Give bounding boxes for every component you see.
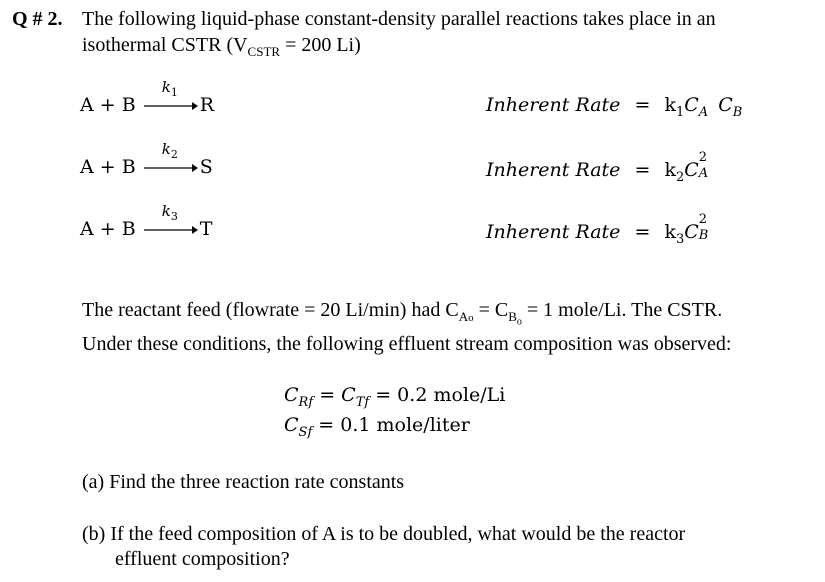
reaction-3 (80, 202, 213, 240)
part-b-line-2: effluent composition? (115, 548, 290, 570)
question-number: Q # 2. (12, 8, 63, 30)
feed-line-1: The reactant feed (flowrate = 20 Li/min) had $C_{Ao} = C_{B_o} = 1$ mole/Li. The CSTR. (82, 299, 723, 328)
rate-3: Inherent Rate = $k_3C$ 2 B (486, 212, 709, 247)
volume-subscript: CSTR (247, 44, 281, 59)
right-arrow-icon (144, 220, 198, 240)
reaction-1-product: R (199, 94, 215, 116)
rate-1-label: Inherent Rate (486, 94, 621, 116)
reaction-3-reactants: A + B (80, 218, 136, 240)
reaction-2-k: $k_2$ (161, 140, 178, 161)
reaction-1 (80, 78, 215, 116)
reaction-1-reactants: A + B (80, 94, 136, 116)
effluent-line-2: $C_{Sf} = 0.1$ mole/liter (284, 414, 470, 440)
cb0-subscript: Bo (508, 309, 522, 328)
reaction-3-k: $k_3$ (161, 202, 178, 223)
reaction-3-product: T (199, 218, 213, 240)
reaction-2-reactants: A + B (80, 156, 136, 178)
reaction-2-arrow (144, 140, 198, 178)
reaction-2-product: S (199, 156, 213, 178)
rate-1: Inherent Rate = $k_1C_A$ $C_B$ (486, 94, 743, 120)
reaction-2 (80, 140, 213, 178)
ca0-subscript: Ao (458, 309, 474, 324)
rate-2: Inherent Rate = $k_2C$ 2 A (486, 150, 709, 185)
reaction-1-arrow (144, 78, 198, 116)
question-line-2 (82, 33, 361, 57)
reaction-3-arrow (144, 202, 198, 240)
right-arrow-icon (144, 96, 198, 116)
rate-2-label: Inherent Rate (486, 159, 621, 181)
effluent-line-1: $C_{Rf} = C_{Tf} = 0.2$ mole/Li (284, 384, 506, 410)
feed-line-2: Under these conditions, the following effluent stream composition was observed: (82, 333, 732, 355)
question-line-2-suffix: = 200 Li) (280, 34, 361, 56)
right-arrow-icon (144, 158, 198, 178)
part-a: (a) Find the three reaction rate constants (82, 471, 405, 493)
reaction-1-k: $k_1$ (161, 78, 178, 99)
question-line-2-prefix: isothermal CSTR (V (82, 34, 248, 56)
part-b-line-1: (b) If the feed composition of A is to be doubled, what would be the reactor (82, 523, 686, 545)
question-line-1: The following liquid-phase constant-density parallel reactions takes place in an (82, 8, 716, 30)
rate-3-label: Inherent Rate (486, 221, 621, 243)
